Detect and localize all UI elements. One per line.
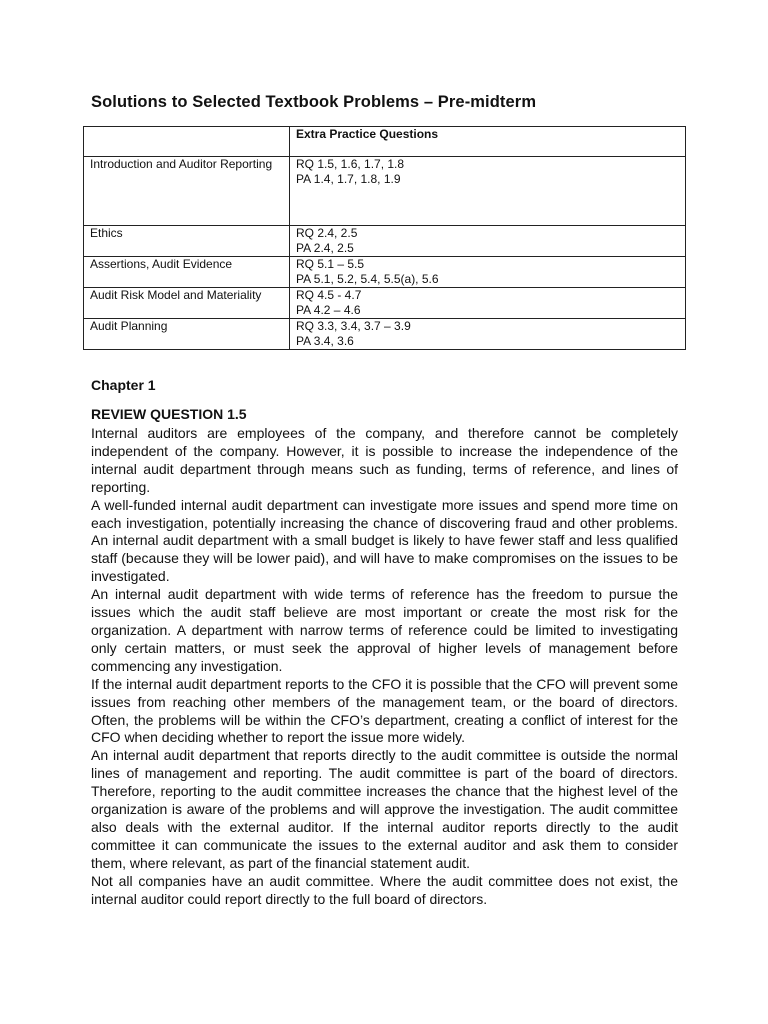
pa-line: PA 2.4, 2.5 xyxy=(296,241,354,255)
table-row xyxy=(84,319,686,350)
paragraph: Internal auditors are employees of the company, and therefore cannot be completely independent of the company. However, it is possible to increase the independence of the internal audit department through means such as funding, terms of reference, and lines of reporting. xyxy=(91,425,678,495)
answer-body xyxy=(91,425,678,908)
topic-cell: Introduction and Auditor Reporting xyxy=(84,157,290,226)
table-row xyxy=(84,157,686,226)
rq-line: RQ 1.5, 1.6, 1.7, 1.8 xyxy=(296,157,405,171)
table-row xyxy=(84,288,686,319)
chapter-heading: Chapter 1 xyxy=(91,377,156,393)
rq-line: RQ 2.4, 2.5 xyxy=(296,226,358,240)
topic-cell: Assertions, Audit Evidence xyxy=(84,257,290,288)
pa-line: PA 3.4, 3.6 xyxy=(296,334,354,348)
topic-cell: Audit Planning xyxy=(84,319,290,350)
topic-cell: Audit Risk Model and Materiality xyxy=(84,288,290,319)
paragraph: A well-funded internal audit department can investigate more issues and spend more time on each investigation, potentially increasing the chance of discovering fraud and other problems. An internal audit department with a small budget is likely to have fewer staff and less qualified staff (because they will be lower paid), and will have to make compromises on the issues to be investigated. xyxy=(91,496,678,585)
questions-cell xyxy=(290,319,686,350)
paragraph: Not all companies have an audit committee. Where the audit committee does not exist, the internal auditor could report directly to the full board of directors. xyxy=(91,872,678,907)
questions-cell xyxy=(290,157,686,226)
paragraph: An internal audit department with wide terms of reference has the freedom to pursue the issues which the audit staff believe are most important or create the most risk for the organization. A department with narrow terms of reference could be limited to investigating only certain matters, or must seek the approval of higher levels of management before commencing any investigation. xyxy=(91,586,678,674)
document-title: Solutions to Selected Textbook Problems – Pre-midterm xyxy=(91,93,537,111)
table-row xyxy=(84,226,686,257)
questions-cell xyxy=(290,226,686,257)
table-header-row xyxy=(84,127,686,157)
questions-cell xyxy=(290,288,686,319)
pa-line: PA 1.4, 1.7, 1.8, 1.9 xyxy=(296,172,401,186)
review-question-heading: REVIEW QUESTION 1.5 xyxy=(91,406,247,422)
table-header-cell-topic xyxy=(84,127,290,157)
table-header-cell-questions: Extra Practice Questions xyxy=(290,127,686,157)
rq-line: RQ 5.1 – 5.5 xyxy=(296,257,365,271)
topic-cell: Ethics xyxy=(84,226,290,257)
pa-line: PA 5.1, 5.2, 5.4, 5.5(a), 5.6 xyxy=(296,272,439,286)
pa-line: PA 4.2 – 4.6 xyxy=(296,303,361,317)
practice-questions-table xyxy=(83,126,686,350)
rq-line: RQ 3.3, 3.4, 3.7 – 3.9 xyxy=(296,319,411,333)
rq-line: RQ 4.5 - 4.7 xyxy=(296,288,362,302)
table-row xyxy=(84,257,686,288)
paragraph: An internal audit department that reports directly to the audit committee is outside the normal lines of management and reporting. The audit committee is part of the board of directors. Therefore, reporting to the audit committee increases the chance that the highest level of the organization is aware of the problems and will approve the investigation. The audit committee also deals with the external auditor. If the internal auditor reports directly to the audit committee it can communicate the issues to the external auditor and ask them to consider them, where relevant, as part of the financial statement audit. xyxy=(91,747,678,871)
questions-cell xyxy=(290,257,686,288)
paragraph: If the internal audit department reports to the CFO it is possible that the CFO will prevent some issues from reaching other members of the management team, or the board of directors. Often, the problems will be within the CFO’s department, creating a conflict of interest for the CFO when deciding whether to report the issue more widely. xyxy=(91,675,678,746)
